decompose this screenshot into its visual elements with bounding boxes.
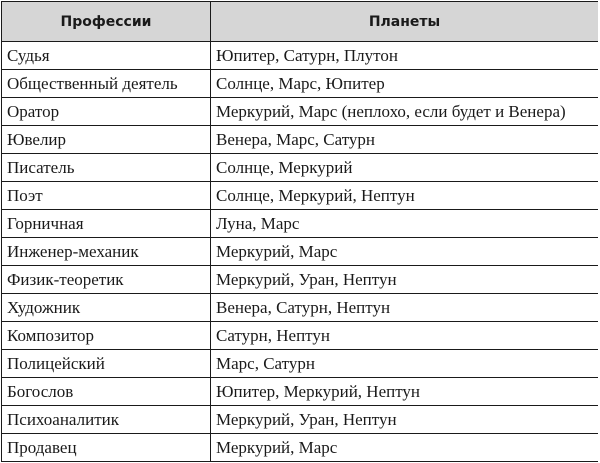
planets-cell: Солнце, Меркурий — [211, 154, 599, 182]
profession-cell: Богослов — [2, 378, 211, 406]
profession-cell: Оратор — [2, 98, 211, 126]
table-header — [2, 2, 599, 42]
profession-cell: Физик-теоретик — [2, 266, 211, 294]
profession-cell: Психоаналитик — [2, 406, 211, 434]
planets-cell: Марс, Сатурн — [211, 350, 599, 378]
planets-cell: Сатурн, Нептун — [211, 322, 599, 350]
profession-cell: Полицейский — [2, 350, 211, 378]
profession-cell: Поэт — [2, 182, 211, 210]
planets-cell: Меркурий, Уран, Нептун — [211, 266, 599, 294]
table-row — [2, 322, 599, 350]
table-row — [2, 182, 599, 210]
table-row — [2, 294, 599, 322]
planets-cell: Луна, Марс — [211, 210, 599, 238]
table-row — [2, 266, 599, 294]
table-row — [2, 350, 599, 378]
profession-cell: Продавец — [2, 434, 211, 462]
planets-cell: Юпитер, Сатурн, Плутон — [211, 42, 599, 70]
planets-cell: Солнце, Марс, Юпитер — [211, 70, 599, 98]
planets-cell: Меркурий, Марс — [211, 238, 599, 266]
planets-cell: Меркурий, Уран, Нептун — [211, 406, 599, 434]
planets-cell: Меркурий, Марс (неплохо, если будет и Венера) — [211, 98, 599, 126]
profession-cell: Ювелир — [2, 126, 211, 154]
table-row — [2, 238, 599, 266]
profession-cell: Писатель — [2, 154, 211, 182]
profession-cell: Общественный деятель — [2, 70, 211, 98]
planets-cell: Венера, Сатурн, Нептун — [211, 294, 599, 322]
header-professions: Профессии — [2, 2, 211, 42]
professions-planets-table — [1, 1, 598, 462]
header-row — [2, 2, 599, 42]
professions-planets-table-container — [1, 1, 598, 462]
profession-cell: Композитор — [2, 322, 211, 350]
table-row — [2, 406, 599, 434]
table-body — [2, 42, 599, 462]
profession-cell: Инженер-механик — [2, 238, 211, 266]
profession-cell: Судья — [2, 42, 211, 70]
table-row — [2, 378, 599, 406]
table-row — [2, 98, 599, 126]
profession-cell: Художник — [2, 294, 211, 322]
planets-cell: Солнце, Меркурий, Нептун — [211, 182, 599, 210]
planets-cell: Меркурий, Марс — [211, 434, 599, 462]
table-row — [2, 434, 599, 462]
table-row — [2, 42, 599, 70]
profession-cell: Горничная — [2, 210, 211, 238]
header-planets: Планеты — [211, 2, 599, 42]
table-row — [2, 154, 599, 182]
planets-cell: Венера, Марс, Сатурн — [211, 126, 599, 154]
table-row — [2, 210, 599, 238]
table-row — [2, 126, 599, 154]
planets-cell: Юпитер, Меркурий, Нептун — [211, 378, 599, 406]
table-row — [2, 70, 599, 98]
